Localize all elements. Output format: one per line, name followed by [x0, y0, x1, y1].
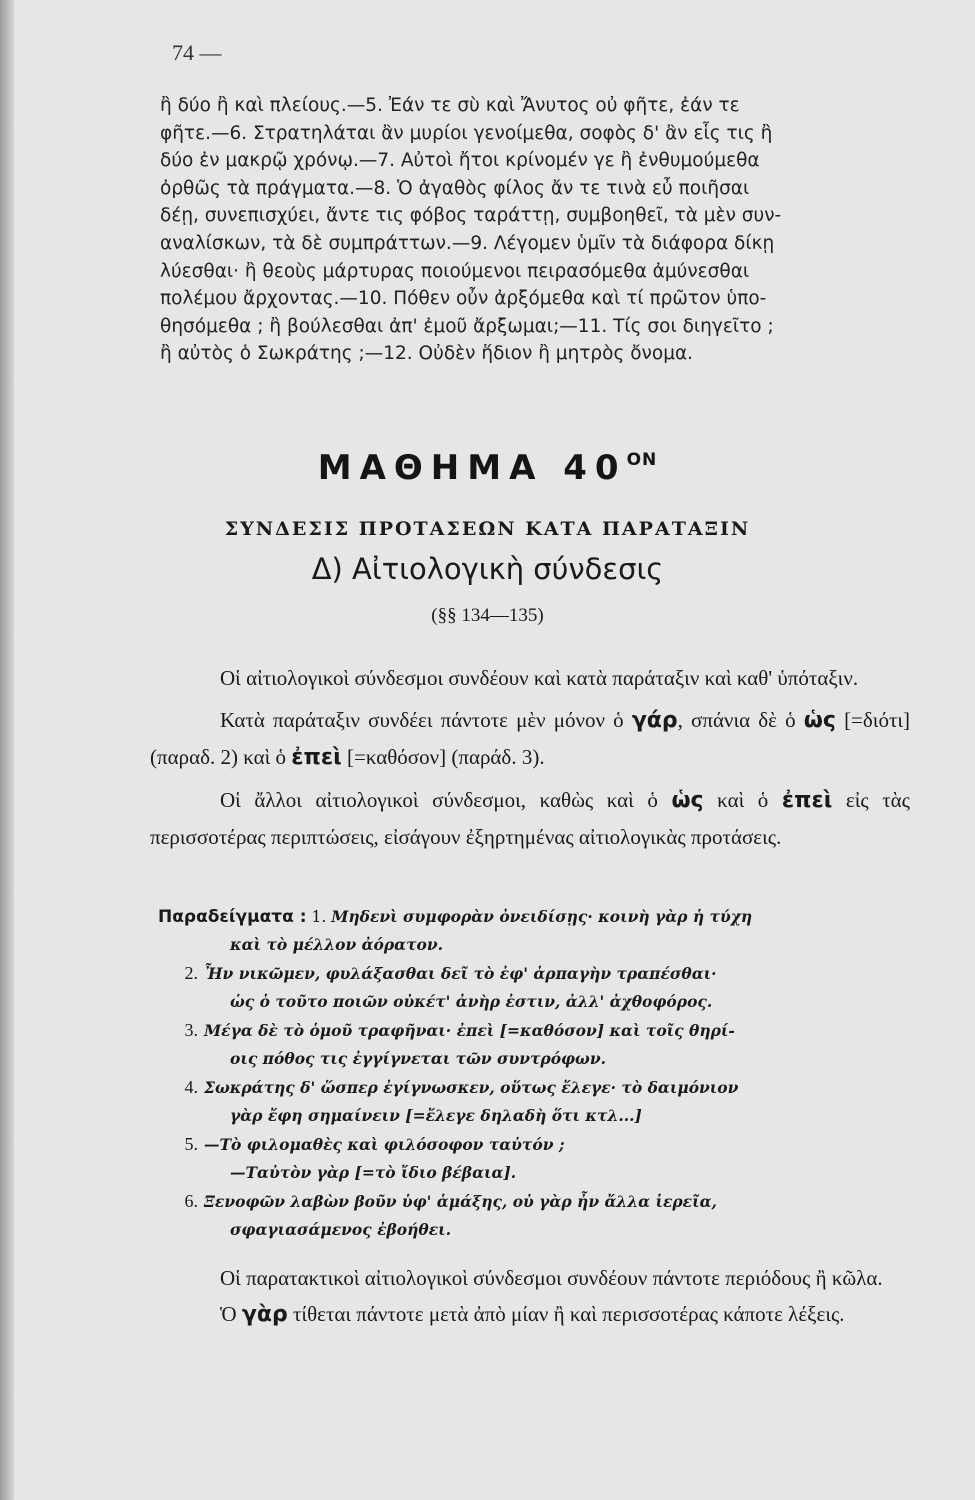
section-reference: (§§ 134—135) [431, 605, 544, 626]
exercise-line: πολέμου ἄρχοντας.—10. Πόθεν οὖν ἀρξόμεθα καὶ τί πρῶτον ὑπο- [160, 288, 767, 310]
lesson-title-text: ΜΑΘΗΜΑ 40 [317, 448, 627, 488]
text-run: , σπάνια δὲ ὁ [677, 708, 796, 732]
paragraph [150, 1296, 910, 1333]
paragraph [150, 782, 910, 855]
lesson-title [0, 448, 975, 488]
keyword: γάρ [631, 708, 678, 733]
exercise-line: φῆτε.—6. Στρατηλάται ἂν μυρίοι γενοίμεθα, σοφὸς δ' ἂν εἷς τις ἢ [160, 122, 773, 144]
keyword: ὡς [803, 708, 836, 733]
exercise-line: θησόμεθα ; ἢ βούλεσθαι ἀπ' ἐμοῦ ἄρξωμαι;—11. Τίς σοι διηγεῖτο ; [160, 315, 774, 337]
paragraph: Οἱ αἰτιολογικοὶ σύνδεσμοι συνδέουν καὶ κατὰ παράταξιν καὶ καθ' ὑπόταξιν. [220, 666, 859, 690]
example-item [158, 1130, 918, 1159]
text-run: Οἱ ἄλλοι αἰτιολογικοὶ σύνδεσμοι, καθὼς καὶ ὁ [220, 788, 658, 812]
exercise-line: ὀρθῶς τὰ πράγματα.—8. Ὁ ἀγαθὸς φίλος ἄν τε τινὰ εὖ ποιῆσαι [160, 177, 750, 199]
example-number: 4. [184, 1077, 198, 1097]
text-run: τίθεται πάντοτε μετὰ ἀπὸ μίαν ἢ καὶ περισσοτέρας κάποτε λέξεις. [292, 1302, 845, 1326]
text-run: εἰς τὰς περισσοτέρας περιπτώσεις, εἰσάγουν ἐξηρτημένας αἰτιολογικὰς προτάσεις. [150, 788, 910, 849]
example-line: —Τὸ φιλομαθὲς καὶ φιλόσοφον ταὐτόν ; [204, 1135, 565, 1154]
example-line: Ξενοφῶν λαβὼν βοῦν ὑφ' ἁμάξης, οὐ γὰρ ἦν ἄλλα ἱερεῖα, [204, 1192, 717, 1211]
lesson-title-suffix: ΟΝ [626, 450, 658, 470]
example-number: 1. [311, 908, 327, 926]
text-run: καὶ ὁ [717, 788, 769, 812]
text-run: Κατὰ παράταξιν συνδέει πάντοτε μὲν μόνον ὁ [220, 708, 624, 732]
example-line: σφαγιασάμενος ἐβοήθει. [230, 1220, 452, 1239]
examples-block [158, 903, 918, 1244]
paragraph: Οἱ παρατακτικοὶ αἰτιολογικοὶ σύνδεσμοι συνδέουν πάντοτε περιόδους ἢ κῶλα. [220, 1266, 883, 1290]
exercise-line: ἢ δύο ἢ καὶ πλείους.—5. Ἐάν τε σὺ καὶ Ἄνυτος οὐ φῆτε, ἐάν τε [160, 95, 740, 116]
example-item [158, 1187, 918, 1216]
exercise-line: δέῃ, συνεπισχύει, ἄντε τις φόβος ταράττῃ, συμβοηθεῖ, τὰ μὲν συν- [160, 205, 782, 227]
example-number: 2. [184, 963, 198, 983]
example-item [158, 1073, 918, 1102]
example-line: —Ταὐτὸν γὰρ [=τὸ ἴδιο βέβαια]. [230, 1163, 517, 1182]
exercise-line: δύο ἐν μακρῷ χρόνῳ.—7. Αὐτοὶ ἤτοι κρίνομέν γε ἢ ἐνθυμούμεθα [160, 150, 760, 172]
example-line: οις πόθος τις ἐγγίγνεται τῶν συντρόφων. [230, 1049, 606, 1068]
exercise-line: ἢ αὐτὸς ὁ Σωκράτης ;—12. Οὐδὲν ἥδιον ἢ μητρὸς ὄνομα. [160, 343, 694, 365]
body-text [150, 660, 910, 855]
example-line: Μηδενὶ συμφορὰν ὀνειδίσῃς· κοινὴ γὰρ ἡ τύχη [331, 907, 753, 926]
exercise-block [160, 92, 930, 368]
keyword: ἐπεὶ [781, 788, 833, 813]
keyword: γὰρ [241, 1302, 288, 1327]
keyword: ὡς [671, 788, 704, 813]
example-item [158, 903, 918, 931]
keyword: ἐπεὶ [291, 745, 342, 770]
exercise-line: αναλίσκων, τὰ δὲ συμπράττων.—9. Λέγομεν ὑμῖν τὰ διάφορα δίκῃ [160, 232, 775, 254]
example-line: Σωκράτης δ' ὥσπερ ἐγίγνωσκεν, οὕτως ἔλεγε· τὸ δαιμόνιον [204, 1078, 739, 1097]
example-line: ὡς ὁ τοῦτο ποιῶν οὐκέτ' ἀνὴρ ἐστιν, ἀλλ' ἀχθοφόρος. [230, 992, 713, 1011]
text-run: [=καθόσον] (παράδ. 3). [347, 745, 545, 769]
section-subtitle: Δ) Αἰτιολογικὴ σύνδεσις [311, 552, 664, 586]
examples-label: Παραδείγματα : [158, 907, 307, 927]
example-number: 6. [184, 1191, 198, 1211]
section-heading: ΣΥΝΔΕΣΙΣ ΠΡΟΤΑΣΕΩΝ ΚΑΤΑ ΠΑΡΑΤΑΞΙΝ [224, 518, 751, 540]
example-number: 3. [184, 1020, 198, 1040]
text-run: Ὁ [220, 1302, 237, 1326]
example-line: καὶ τὸ μέλλον ἀόρατον. [230, 935, 444, 954]
page-spine-shadow [0, 0, 14, 1500]
example-number: 5. [184, 1134, 198, 1154]
example-line: Μέγα δὲ τὸ ὁμοῦ τραφῆναι· ἐπεὶ [=καθόσον] καὶ τοῖς θηρί- [204, 1021, 735, 1040]
example-line: Ἦν νικῶμεν, φυλάξασθαι δεῖ τὸ ἐφ' ἁρπαγὴν τραπέσθαι· [204, 964, 717, 983]
example-line: γὰρ ἔφη σημαίνειν [=ἔλεγε δηλαδὴ ὅτι κτλ...] [230, 1106, 642, 1125]
text-run: [=διότι] (παραδ. 2) καὶ ὁ [150, 708, 911, 769]
exercise-line: λύεσθαι· ἢ θεοὺς μάρτυρας ποιούμενοι πειρασόμεθα ἀμύνεσθαι [160, 260, 750, 282]
example-item [158, 959, 918, 988]
example-item [158, 1016, 918, 1045]
closing-text [150, 1260, 910, 1333]
page-number: 74 — [172, 40, 222, 65]
paragraph [150, 702, 910, 776]
